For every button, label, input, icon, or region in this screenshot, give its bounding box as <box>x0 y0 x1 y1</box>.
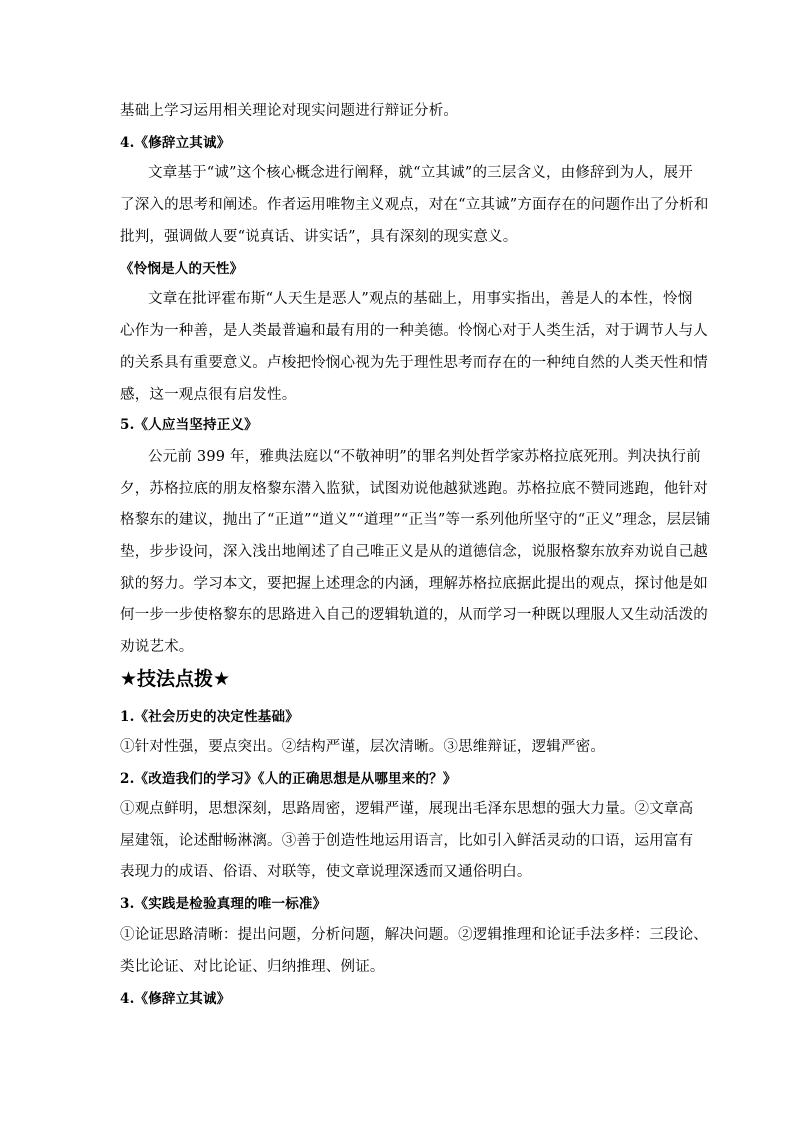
paragraph-line: 屋建瓴，论述酣畅淋漓。③善于创造性地运用语言，比如引入鲜活灵动的口语，运用富有 <box>120 833 694 849</box>
heading-xiuci-liqicheng: 4.《修辞立其诚》 <box>120 135 231 151</box>
heading-lianmin: 《怜悯是人的天性》 <box>120 261 244 277</box>
paragraph-line: 垫，步步设问，深入浅出地阐述了自己唯正义是从的道德信念，说服格黎东放弃劝说自己越 <box>120 544 708 560</box>
paragraph-line: 文章在批评霍布斯“人天生是恶人”观点的基础上，用事实指出，善是人的本性，怜悯 <box>148 291 693 307</box>
paragraph-line: 公元前 399 年，雅典法庭以“不敬神明”的罪名判处哲学家苏格拉底死刑。判决执行前 <box>148 449 701 465</box>
heading-shehui-lishi: 1.《社会历史的决定性基础》 <box>120 709 299 725</box>
heading-shijian-zhenli: 3.《实践是检验真理的唯一标准》 <box>120 896 327 912</box>
paragraph-line: 格黎东的建议，抛出了“正道”“道义”“道理”“正当”等一系列他所坚守的“正义”理念，层层铺 <box>120 512 711 528</box>
paragraph-line: 基础上学习运用相关理论对现实问题进行辩证分析。 <box>120 103 459 119</box>
paragraph-line: 文章基于“诚”这个核心概念进行阐释，就“立其诚”的三层含义，由修辞到为人，展开 <box>148 165 693 181</box>
paragraph-line: ①论证思路清晰：提出问题，分析问题，解决问题。②逻辑推理和论证手法多样：三段论、 <box>120 927 708 943</box>
paragraph-line: 表现力的成语、俗语、对联等，使文章说理深透而又通俗明白。 <box>120 864 532 880</box>
paragraph-line: 批判，强调做人要“说真话、讲实话”，具有深刻的现实意义。 <box>120 229 518 245</box>
paragraph-line: 狱的努力。学习本文，要把握上述理念的内涵，理解苏格拉底据此提出的观点，探讨他是如 <box>120 576 708 592</box>
paragraph-line: 类比论证、对比论证、归纳推理、例证。 <box>120 959 385 975</box>
paragraph-line: ①针对性强，要点突出。②结构严谨，层次清晰。③思维辩证，逻辑严密。 <box>120 739 606 755</box>
heading-xiuci-liqicheng-2: 4.《修辞立其诚》 <box>120 991 231 1007</box>
heading-gaizao-xuexi: 2.《改造我们的学习》《人的正确思想是从哪里来的？》 <box>120 771 457 787</box>
paragraph-line: 感，这一观点很有启发性。 <box>120 387 297 403</box>
section-title-jifa-dianbo: ★技法点拨★ <box>120 668 231 690</box>
paragraph-line: 劝说艺术。 <box>120 639 194 655</box>
paragraph-line: 的关系具有重要意义。卢梭把怜悯心视为先于理性思考而存在的一种纯自然的人类天性和情 <box>120 355 708 371</box>
paragraph-line: 了深入的思考和阐述。作者运用唯物主义观点，对在“立其诚”方面存在的问题作出了分析和 <box>120 197 709 213</box>
heading-zhengyi: 5.《人应当坚持正义》 <box>120 417 258 433</box>
paragraph-line: 夕，苏格拉底的朋友格黎东潜入监狱，试图劝说他越狱逃跑。苏格拉底不赞同逃跑，他针对 <box>120 481 708 497</box>
paragraph-line: ①观点鲜明，思想深刻，思路周密，逻辑严谨，展现出毛泽东思想的强大力量。②文章高 <box>120 801 694 817</box>
paragraph-line: 心作为一种善，是人类最普遍和最有用的一种美德。怜悯心对于人类生活，对于调节人与人 <box>120 323 708 339</box>
paragraph-line: 何一步一步使格黎东的思路进入自己的逻辑轨道的，从而学习一种既以理服人又生动活泼的 <box>120 607 708 623</box>
